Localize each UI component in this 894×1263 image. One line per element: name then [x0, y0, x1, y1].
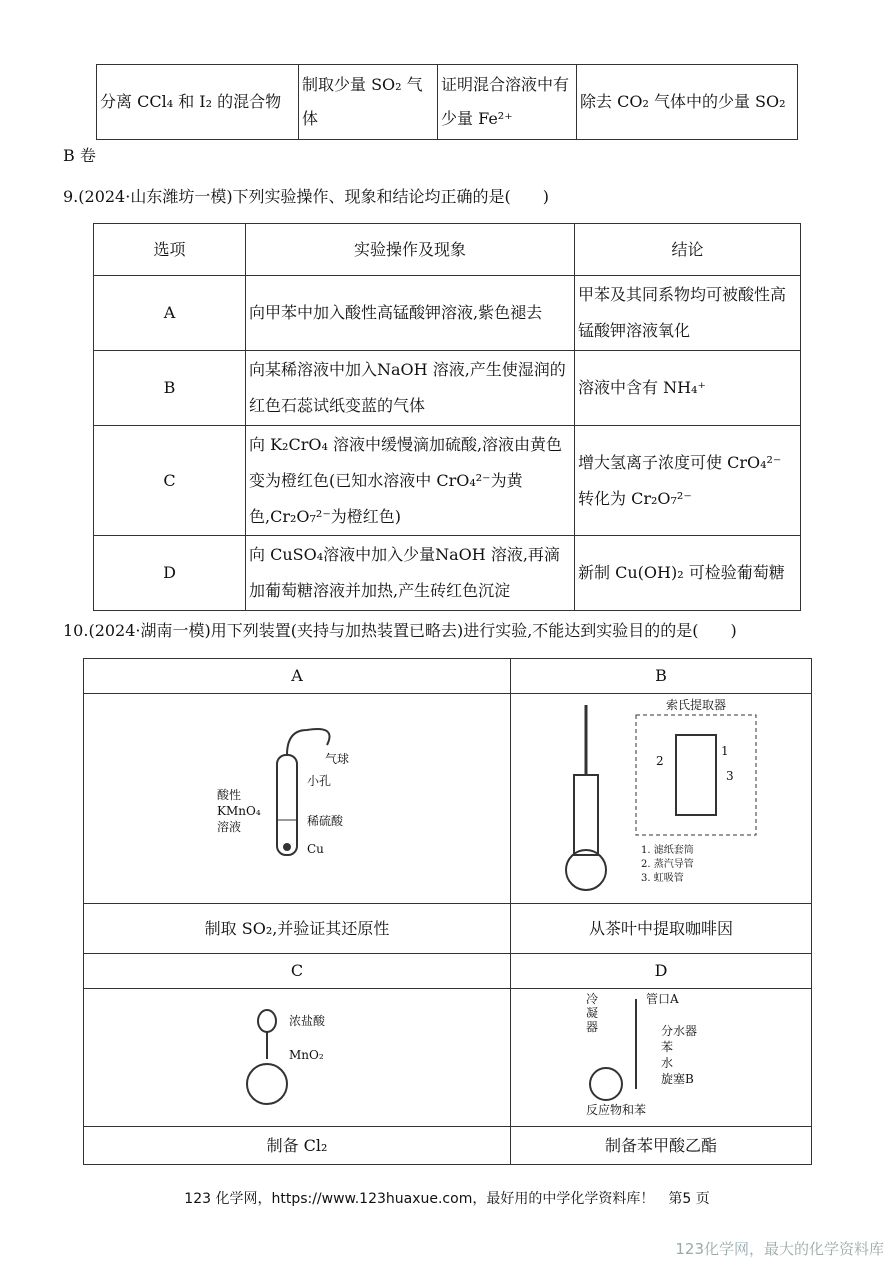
cell-1: 分离 CCl₄ 和 I₂ 的混合物	[97, 65, 299, 140]
q9-conclusion: 增大氢离子浓度可使 CrO₄²⁻转化为 Cr₂O₇²⁻	[575, 426, 801, 536]
q10-label-c: C	[84, 954, 511, 989]
q10-caption-c: 制备 Cl₂	[84, 1127, 511, 1165]
label-hole: 小孔	[307, 774, 332, 788]
label-cond-1: 冷	[586, 992, 599, 1006]
legend-2: 2. 蒸汽导管	[641, 859, 694, 870]
q9-operation: 向某稀溶液中加入NaOH 溶液,产生使湿润的红色石蕊试纸变蓝的气体	[246, 351, 575, 426]
legend-1: 1. 滤纸套筒	[641, 845, 694, 856]
section-title: B 卷	[63, 146, 96, 165]
apparatus-b-cell	[511, 694, 812, 904]
label-acidic: 酸性	[217, 788, 242, 802]
label-cond-3: 器	[586, 1020, 599, 1034]
label-reactants: 反应物和苯	[586, 1103, 647, 1117]
q9-conclusion: 甲苯及其同系物均可被酸性高锰酸钾溶液氧化	[575, 276, 801, 351]
q9-table	[93, 223, 801, 611]
apparatus-d-cell	[511, 989, 812, 1127]
q10-caption-d: 制备苯甲酸乙酯	[511, 1127, 812, 1165]
q9-header-conclusion: 结论	[575, 224, 801, 276]
q10-label-a: A	[84, 659, 511, 694]
apparatus-a-cell	[84, 694, 511, 904]
label-cond-2: 凝	[586, 1006, 599, 1020]
q9-option: C	[94, 426, 246, 536]
label-num-3: 3	[726, 769, 734, 783]
q9-operation: 向 K₂CrO₄ 溶液中缓慢滴加硫酸,溶液由黄色变为橙红色(已知水溶液中 CrO₄²⁻为黄色,Cr₂O₇²⁻为橙红色)	[246, 426, 575, 536]
q9-option: B	[94, 351, 246, 426]
label-soxhlet: 索氏提取器	[666, 698, 727, 712]
table-previous-question	[96, 64, 798, 140]
cell-3: 证明混合溶液中有少量 Fe²⁺	[438, 65, 577, 140]
q9-operation: 向 CuSO₄溶液中加入少量NaOH 溶液,再滴加葡萄糖溶液并加热,产生砖红色沉淀	[246, 536, 575, 611]
page-footer: 123 化学网，https://www.123huaxue.com，最好用的中学化学资料库！ 第5 页	[184, 1191, 710, 1207]
apparatus-d-diagram	[581, 989, 741, 1119]
label-kmno4: KMnO₄	[217, 804, 261, 818]
legend-3: 3. 虹吸管	[641, 873, 684, 884]
label-port-a: 管口A	[646, 992, 679, 1006]
q9-option: D	[94, 536, 246, 611]
label-solution: 溶液	[217, 820, 242, 834]
cell-2: 制取少量 SO₂ 气体	[299, 65, 438, 140]
q10-stem: 10.(2024·湖南一模)用下列装置(夹持与加热装置已略去)进行实验,不能达到实验目的的是( )	[63, 621, 737, 640]
apparatus-c-diagram	[227, 999, 367, 1109]
q9-option: A	[94, 276, 246, 351]
apparatus-c-cell	[84, 989, 511, 1127]
q10-label-b: B	[511, 659, 812, 694]
q10-caption-b: 从茶叶中提取咖啡因	[511, 904, 812, 954]
apparatus-b-diagram	[546, 695, 776, 895]
label-cu: Cu	[307, 842, 324, 856]
label-stopcock-b: 旋塞B	[661, 1072, 694, 1086]
label-water: 水	[661, 1056, 674, 1070]
q9-header-operation: 实验操作及现象	[246, 224, 575, 276]
label-balloon: 气球	[325, 752, 350, 766]
q9-header-option: 选项	[94, 224, 246, 276]
label-conc-hcl: 浓盐酸	[289, 1014, 326, 1028]
label-benzene: 苯	[661, 1040, 674, 1054]
q10-label-d: D	[511, 954, 812, 989]
q9-stem: 9.(2024·山东潍坊一模)下列实验操作、现象和结论均正确的是( )	[63, 187, 550, 206]
label-num-2: 2	[656, 754, 664, 768]
cell-4: 除去 CO₂ 气体中的少量 SO₂	[577, 65, 798, 140]
q9-conclusion: 新制 Cu(OH)₂ 可检验葡萄糖	[575, 536, 801, 611]
apparatus-a-diagram	[207, 725, 387, 865]
label-water-separator: 分水器	[661, 1024, 698, 1038]
label-num-1: 1	[721, 744, 729, 758]
q9-operation: 向甲苯中加入酸性高锰酸钾溶液,紫色褪去	[246, 276, 575, 351]
watermark: 123化学网，最大的化学资料库	[675, 1240, 884, 1258]
label-mno2: MnO₂	[289, 1048, 324, 1062]
q9-conclusion: 溶液中含有 NH₄⁺	[575, 351, 801, 426]
label-dilute-h2so4: 稀硫酸	[307, 814, 344, 828]
q10-table	[83, 658, 812, 1165]
q10-caption-a: 制取 SO₂,并验证其还原性	[84, 904, 511, 954]
